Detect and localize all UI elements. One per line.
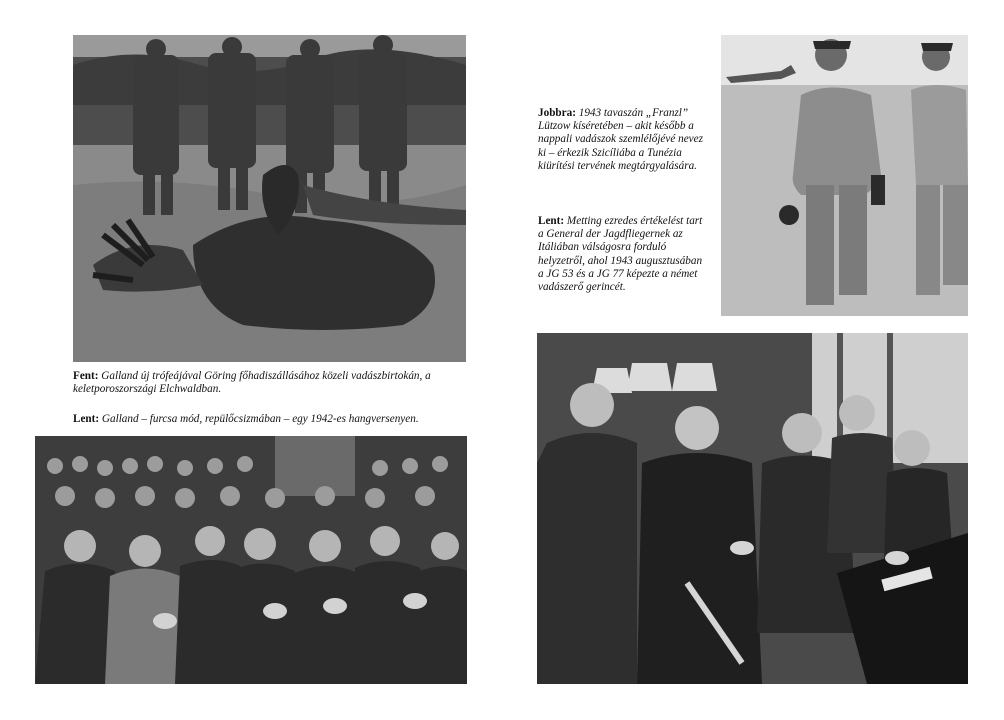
caption-right-bottom-text: Metting ezredes értékelést tart a General der Jagdfliegernek az Itáliában válságosra forduló helyzetről, ahol 1943 augusztusában a JG 53 és a JG 77 képezte a német vadászerő gerincét. — [538, 215, 703, 294]
caption-top-left-label: Fent: — [73, 370, 99, 382]
concert-photo-graphic — [35, 436, 467, 684]
caption-bottom-left-text: Galland – furcsa mód, repülőcsizmában – egy 1942-es hangversenyen. — [101, 413, 419, 425]
caption-right-top — [538, 107, 708, 173]
caption-bottom-left-label: Lent: — [73, 413, 100, 425]
table-photo-graphic — [537, 333, 968, 684]
caption-right-bottom — [538, 215, 708, 294]
moose-photo-graphic — [73, 35, 466, 362]
photo-concert-audience — [35, 436, 467, 684]
photo-airfield-arrival — [721, 35, 968, 316]
photo-officers-with-moose — [73, 35, 466, 362]
caption-right-top-label: Jobbra: — [538, 107, 576, 119]
airfield-photo-graphic — [721, 35, 968, 316]
caption-top-left-text: Galland új trófeájával Göring főhadiszállásához közeli vadászbirtokán, a keletporoszországi Elchwaldban. — [73, 370, 431, 396]
caption-bottom-left — [73, 413, 473, 426]
caption-top-left — [73, 370, 473, 396]
caption-right-top-text: 1943 tavaszán „Franzl” Lützow kíséretében – akit később a nappali vadászok szemlélőjévé nevez ki – érkezik Szicíliába a Tunézia kiürítési tervének megtárgyalására. — [538, 107, 703, 172]
photo-officers-at-table — [537, 333, 968, 684]
caption-right-bottom-label: Lent: — [538, 215, 565, 227]
